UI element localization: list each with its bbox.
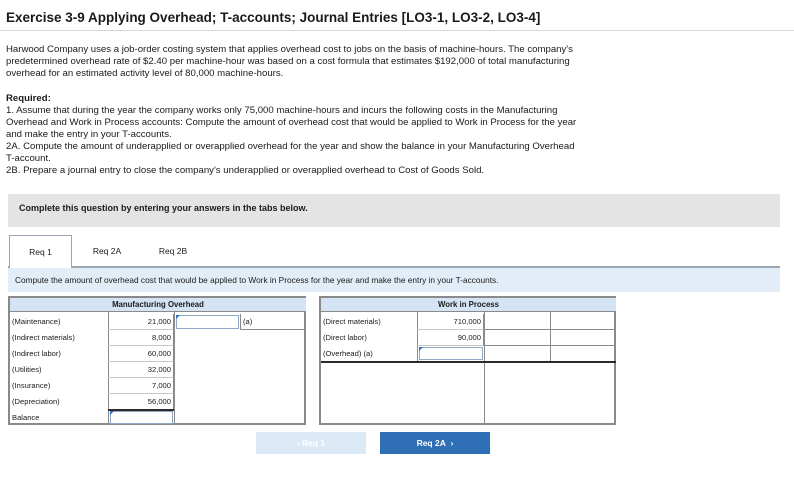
requirement-line: 1. Assume that during the year the company works only 75,000 machine-hours and incurs the following costs in the Manufacturing [6, 105, 558, 116]
mfg-debit-amount: 21,000 [108, 314, 174, 330]
requirement-line: 2B. Prepare a journal entry to close the company's underapplied or overapplied overhead to Cost of Goods Sold. [6, 165, 485, 176]
tab-req-2a[interactable]: Req 2A [92, 246, 122, 256]
requirement-line: T-account. [6, 153, 51, 164]
wip-overhead-input[interactable] [419, 347, 483, 360]
intro-line: Harwood Company uses a job-order costing system that applies overhead cost to jobs on the basis of machine-hours. The company's [6, 44, 573, 55]
mfg-debit-amount: 32,000 [108, 362, 174, 378]
prev-button-label: Req 1 [302, 438, 326, 448]
problem-intro [6, 44, 786, 80]
wip-credit-rule [485, 329, 616, 330]
required-heading: Required: [6, 93, 51, 104]
mfg-debit-label: (Depreciation) [12, 397, 60, 406]
wip-heading: Work in Process [321, 298, 616, 312]
wip-debit-label: (Direct materials) [323, 317, 381, 326]
next-button[interactable] [380, 432, 490, 454]
manufacturing-overhead-t-account [8, 296, 306, 425]
mfg-applied-overhead-input[interactable] [176, 315, 239, 329]
mfg-debit-amount: 7,000 [108, 378, 174, 394]
mfg-debit-label: (Maintenance) [12, 317, 61, 326]
wip-total-rule [321, 361, 616, 363]
wip-debit-label: (Overhead) (a) [323, 349, 373, 358]
mfg-debit-label: (Insurance) [12, 381, 51, 390]
wip-credit-divider [550, 312, 551, 361]
mfg-balance-label: Balance [12, 413, 40, 422]
requirement-line: Overhead and Work in Process accounts: Compute the amount of overhead cost that would be applied to Work in Process for the year [6, 117, 577, 128]
requirements [6, 93, 786, 177]
chevron-left-icon: ‹ [296, 438, 303, 448]
mfg-debit-label: (Utilities) [12, 365, 42, 374]
wip-debit-amount: 710,000 [417, 314, 484, 330]
mfg-t-divider [174, 312, 175, 425]
tab-req-2b[interactable]: Req 2B [158, 246, 188, 256]
requirement-line: 2A. Compute the amount of underapplied or overapplied overhead for the year and show the balance in your Manufacturing Overhead [6, 141, 575, 152]
tab-instruction: Compute the amount of overhead cost that would be applied to Work in Process for the year and make the entry in your T-accounts. [8, 268, 780, 292]
intro-line: overhead for an estimated activity level of 80,000 machine-hours. [6, 68, 284, 79]
banner-text: Complete this question by entering your answers in the tabs below. [19, 203, 308, 213]
mfg-debit-amount: 56,000 [108, 394, 174, 410]
wip-debit-label: (Direct labor) [323, 333, 367, 342]
tab-req-1[interactable]: Req 1 [9, 235, 72, 268]
intro-line: predetermined overhead rate of $2.40 per machine-hour was based on a cost formula that estimates $192,000 of total manufacturing [6, 56, 570, 67]
work-in-process-t-account [319, 296, 616, 425]
wip-credit-rule [485, 345, 616, 346]
page-title: Exercise 3-9 Applying Overhead; T-accounts; Journal Entries [LO3-1, LO3-2, LO3-4] [6, 10, 541, 25]
title-divider [0, 30, 794, 31]
mfg-debit-label: (Indirect labor) [12, 349, 61, 358]
prev-button[interactable] [256, 432, 366, 454]
mfg-debit-amount: 8,000 [108, 330, 174, 346]
mfg-balance-input[interactable] [110, 411, 173, 424]
mfg-debit-label: (Indirect materials) [12, 333, 75, 342]
chevron-right-icon: › [445, 438, 454, 448]
wip-debit-amount: 90,000 [417, 330, 484, 346]
mfg-debit-amount: 60,000 [108, 346, 174, 362]
instructions-banner [8, 194, 780, 227]
requirement-line: and make the entry in your T-accounts. [6, 129, 172, 140]
next-button-label: Req 2A [416, 438, 446, 448]
mfg-overhead-heading: Manufacturing Overhead [10, 298, 306, 312]
mfg-credit-label: (a) [240, 314, 306, 330]
